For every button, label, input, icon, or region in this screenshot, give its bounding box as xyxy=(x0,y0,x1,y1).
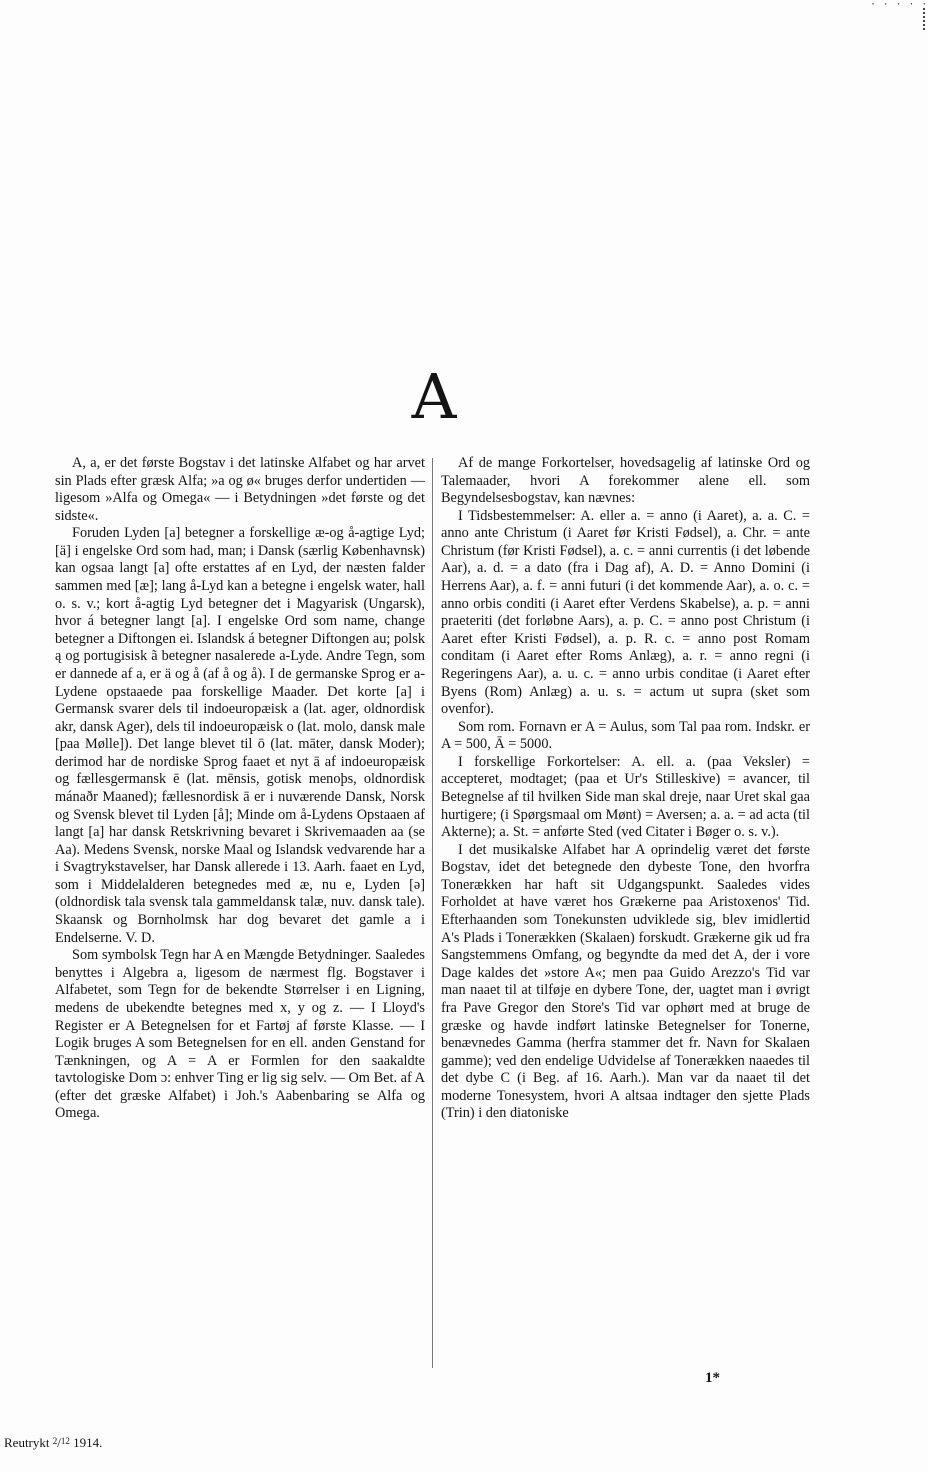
paragraph-musical-alphabet: I det musikalske Alfabet har A oprindelig været det første Bogstav, idet det betegnede den dybeste Tone, den hvorfra Tonerækken har haft sit Udgangspunkt. Saaledes vides Forholdet at have været hos Grækerne paa Aristoxenos' Tid. Efterhaanden som Tonekunsten udviklede sig, blev imidlertid A's Plads i Tonerækken (Skalaen) forskudt. Grækerne gik ud fra Sangstemmens Omfang, og begyndte da med det A, der i vore Dage kaldes det »store A«; men paa Guido Arezzo's Tid var man naaet til at tilføje en dybere Tone, der, uagtet man i øvrigt fra Pave Gregor den Store's Tid var ophørt med at bruge de græske og havde indført latinske Betegnelser for Tonerne, benævnedes Gamma (herfra stammer det fr. Navn for Skalaen gamme); ved den endelige Udvidelse af Tonerækken naaedes til det dybe C (i Beg. af 16. Aarh.). Man var da naaet til det moderne Tonesystem, hvori A altsaa indtager den sjette Plads (Trin) i den diatoniske xyxy=(441,841,810,1122)
scan-edge-marks: · · · · · xyxy=(870,0,928,10)
paragraph-intro: A, a, er det første Bogstav i det latinske Alfabet og har arvet sin Plads efter græsk Alfa; »a og ø« bruges derfor undertiden — ligesom »Alfa og Omega« — i Betydningen »det første og det sidste«. xyxy=(55,455,425,524)
reprint-year: 1914. xyxy=(73,1435,103,1450)
reprint-day: 2 xyxy=(52,1436,58,1446)
right-column xyxy=(441,455,810,1123)
page-signature: 1* xyxy=(705,1370,720,1386)
left-column xyxy=(55,455,425,1123)
reprint-slash: / xyxy=(57,1435,61,1450)
reprint-month: 12 xyxy=(60,1436,70,1446)
column-divider xyxy=(432,458,433,1368)
paragraph-abbreviations-intro: Af de mange Forkortelser, hovedsagelig af latinske Ord og Talemaader, hvori A forekommer alene ell. som Begyndelsesbogstav, kan nævnes: xyxy=(441,455,810,507)
reprint-note xyxy=(4,1435,102,1451)
paragraph-roman-name: Som rom. Fornavn er A = Aulus, som Tal paa rom. Indskr. er A = 500, Ā = 5000. xyxy=(441,718,810,753)
paragraph-symbolic-sign: Som symbolsk Tegn har A en Mængde Betydninger. Saaledes benyttes i Algebra a, ligesom de nærmest flg. Bogstaver i Alfabetet, som Tegn for de bekendte Størrelser i en Ligning, medens de ubekendte betegnes med x, y og z. — I Lloyd's Register er A Betegnelsen for et Fartøj af første Klasse. — I Logik bruges A som Betegnelsen for en ell. anden Genstand for Tænkningen, og A = A er Formlen for den saakaldte tavtologiske Dom ɔ: enhver Ting er lig sig selv. — Om Bet. af A (efter det græske Alfabet) i Joh.'s Aabenbaring se Alfa og Omega. xyxy=(55,947,425,1122)
paragraph-various-abbreviations: I forskellige Forkortelser: A. ell. a. (paa Veksler) = accepteret, modtaget; (paa et Ur's Stilleskive) = avancer, til Betegnelse af til hvilken Side man skal dreje, naar Uret skal gaa hurtigere; (i Spørgsmaal om Mønt) = Aversen; a. a. = ad acta (til Akterne); a. St. = anførte Sted (ved Citater i Bøger o. s. v.). xyxy=(441,753,810,841)
paragraph-time-abbreviations: I Tidsbestemmelser: A. eller a. = anno (i Aaret), a. a. C. = anno ante Christum (i Aaret før Kristi Fødsel), a. Chr. = ante Christum (før Kristi Fødsel), a. c. = anni currentis (i det løbende Aar), a. d. = a dato (fra i Dag af), A. D. = Anno Domini (i Herrens Aar), a. f. = anni futuri (i det kommende Aar), a. o. c. = anno orbis conditi (i Aaret efter Verdens Skabelse), a. p. = anni praeteriti (det forløbne Aars), a. p. C. = anno post Christum (i Aaret efter Kristi Fødsel), a. p. R. c. = anno post Romam conditam (i Aaret efter Roms Anlæg), a. r. = anno regni (i Regeringens Aar), a. u. c. = anno urbis conditae (i Aaret efter Byens (Rom) Anlæg) a. u. s. = actum ut supra (sket som ovenfor). xyxy=(441,507,810,718)
reprint-label: Reutrykt xyxy=(4,1435,50,1450)
paragraph-phonetics: Foruden Lyden [a] betegner a forskellige æ-og å-agtige Lyd; [ä] i engelske Ord som had, man; i Dansk (særlig Københavnsk) kan ogsaa langt [a] ofte erstattes af en Lyd, der næsten falder sammen med [æ]; lang å-Lyd kan a betegne i engelsk water, hall o. s. v.; kort å-agtig Lyd betegner det i Magyarisk (Ungarsk), hvor á betegner langt [a]. I engelske Ord som name, change betegner a Diftongen ei. Islandsk á betegner Diftongen au; polsk ą og portugisisk ã betegner nasalerede a-Lyde. Andre Tegn, som er dannede af a, er ä og å (af å og å). I de germanske Sprog er a-Lydene opstaaede paa forskellige Maader. Det korte [a] i Germansk svarer dels til indoeuropæisk a (lat. ager, oldnordisk akr, dansk Ager), dels til indoeuropæisk o (lat. molo, dansk male [paa Mølle]). Det lange blevet til ō (lat. māter, dansk Moder); derimod har de nordiske Sprog faaet et nyt ā af indoeuropæisk og fællesgermansk ē (lat. mēnsis, gotisk menoþs, oldnordisk mánaðr Maaned); fællesnordisk ā er i nuværende Dansk, Norsk og Svensk blevet til Lyden [å]; Minde om å-Lydens Opstaaen af langt [a] har dansk Retskrivning bevaret i Skrivemaaden aa (se Aa). Medens Svensk, norske Maal og Islandsk vedvarende har a i Svagtrykstavelser, har Dansk allerede i 13. Aarh. faaet en Lyd, som i Middelalderen betegnedes med æ, nu e, Lyden [ə] (oldnordisk tala svensk tala gammeldansk talæ, nuv. dansk tale). Skaansk og Bornholmsk har dog bevaret det gamle a i Endelserne. V. D. xyxy=(55,525,425,946)
entry-letter-heading: A xyxy=(411,360,457,433)
